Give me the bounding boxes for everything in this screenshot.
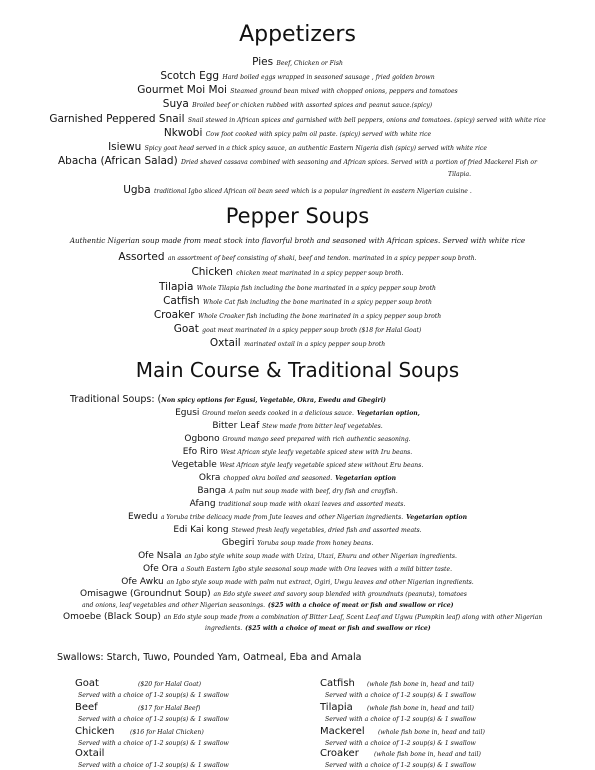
traditional-label: Traditional Soups: ( xyxy=(70,394,162,405)
item-name: Abacha (African Salad) xyxy=(57,155,178,167)
item-desc: Yoruba soup made from honey beans. xyxy=(257,540,374,547)
item-desc: Spicy goat head served in a thick spicy sauce, an authentic Eastern Nigeria dish (spicy) served with white rice xyxy=(144,145,487,152)
item-desc: A palm nut soup made with beef, dry fish and crayfish. xyxy=(228,488,398,495)
menu-item xyxy=(0,309,595,323)
item-desc: West African style leafy vegetable spiced stew without Eru beans. xyxy=(219,462,424,469)
menu-item xyxy=(0,251,595,265)
menu-item xyxy=(0,70,595,84)
protein-price: ($20 for Halal Goat) xyxy=(138,681,202,688)
protein-name: Mackerel xyxy=(320,726,365,737)
menu-item xyxy=(0,98,595,112)
item-name: Pies xyxy=(252,56,274,68)
protein-name: Croaker xyxy=(320,748,359,759)
item-desc: a South Eastern Igbo style seasonal soup made with Ora leaves with a mild bitter taste. xyxy=(180,566,453,573)
soup-item xyxy=(0,550,595,563)
soup-item xyxy=(0,524,595,537)
item-name: Croaker xyxy=(153,309,195,321)
item-name: Okra xyxy=(198,473,221,483)
soup-item xyxy=(0,537,595,550)
item-desc: West African style leafy vegetable spiced stew with Iru beans. xyxy=(220,449,413,456)
item-name: Oxtail xyxy=(209,337,241,349)
protein-name: Catfish xyxy=(320,678,355,689)
item-desc: Ground mango seed prepared with rich authentic seasoning. xyxy=(222,436,411,443)
item-name: Nkwobi xyxy=(163,127,203,139)
item-desc: goat meat marinated in a spicy pepper soup broth ($18 for Halal Goat) xyxy=(202,327,422,334)
menu-item xyxy=(0,141,595,155)
protein-price: (whole fish bone in, head and tail) xyxy=(367,681,474,688)
soup-item-cont xyxy=(82,600,454,611)
menu-item xyxy=(0,113,595,127)
item-name: Bitter Leaf xyxy=(212,421,260,431)
protein-name: Oxtail xyxy=(75,748,105,759)
item-name: Vegetable xyxy=(171,460,217,470)
menu-item xyxy=(0,323,595,337)
menu-item xyxy=(0,84,595,98)
item-name: Scotch Egg xyxy=(160,70,220,82)
item-desc-cont: ingredients. xyxy=(205,625,243,632)
soup-item xyxy=(63,612,542,623)
soup-item-cont xyxy=(205,623,431,634)
traditional-note: Non spicy options for Egusi, Vegetable, Okra, Ewedu and Gbegiri) xyxy=(161,397,386,404)
item-desc: Dried shaved cassava combined with seasoning and African spices. Served with a portion of fried Mackerel Fish or xyxy=(181,159,538,166)
traditional-soups-heading xyxy=(70,394,386,406)
item-desc: Cow foot cooked with spicy palm oil paste. (spicy) served with white rice xyxy=(205,131,432,138)
soup-item xyxy=(0,485,595,498)
pepper-soups-intro: Authentic Nigerian soup made from meat stock into flavorful broth and seasoned with African spices. Served with white rice xyxy=(69,236,526,245)
item-desc: an assortment of beef consisting of shaki, beef and tendon. marinated in a spicy pepper soup broth. xyxy=(167,255,477,262)
soup-item xyxy=(0,459,595,472)
pepper-soups-title: Pepper Soups xyxy=(225,204,370,228)
item-tag: Vegetarian option xyxy=(335,475,397,482)
item-desc: Snail stewed in African spices and garnished with bell peppers, onions and tomatoes. (spicy) served with white rice xyxy=(187,117,546,124)
item-name: Catfish xyxy=(163,295,200,307)
protein-price: (whole fish bone in, head and tail) xyxy=(374,751,481,758)
soup-item xyxy=(0,433,595,446)
item-name: Chicken xyxy=(191,266,233,278)
protein-serve: Served with a choice of 1-2 soup(s) & 1 swallow xyxy=(325,740,476,747)
menu-item xyxy=(0,281,595,295)
protein-serve: Served with a choice of 1-2 soup(s) & 1 swallow xyxy=(325,716,476,723)
soup-item xyxy=(0,472,595,485)
item-desc: Beef, Chicken or Fish xyxy=(276,60,343,67)
item-desc: chopped okra boiled and seasoned. xyxy=(223,475,333,482)
protein-serve: Served with a choice of 1-2 soup(s) & 1 swallow xyxy=(78,762,229,769)
appetizers-title: Appetizers xyxy=(239,22,356,47)
menu-item xyxy=(0,266,595,280)
menu-item xyxy=(0,56,595,70)
item-name: Goat xyxy=(173,323,199,335)
item-name: Tilapia xyxy=(159,281,194,293)
item-desc: Steamed ground bean mixed with chopped onions, peppers and tomatoes xyxy=(230,88,458,95)
item-name: Gourmet Moi Moi xyxy=(137,84,227,96)
protein-price: ($17 for Halal Beef) xyxy=(138,705,201,712)
item-name: Ugba xyxy=(123,184,151,196)
item-desc: chicken meat marinated in a spicy pepper soup broth. xyxy=(236,270,404,277)
item-desc: Broiled beef or chicken rubbed with assorted spices and peanut sauce.(spicy) xyxy=(192,102,433,109)
item-desc: Whole Cat fish including the bone marinated in a spicy pepper soup broth xyxy=(203,299,432,306)
swallows-line: Swallows: Starch, Tuwo, Pounded Yam, Oatmeal, Eba and Amala xyxy=(57,652,362,663)
protein-name: Tilapia xyxy=(320,702,353,713)
protein-serve: Served with a choice of 1-2 soup(s) & 1 swallow xyxy=(78,692,229,699)
item-desc: traditional soup made with okazi leaves and assorted meats. xyxy=(218,501,406,508)
item-tag: Vegetarian option, xyxy=(356,410,420,417)
protein-price: (whole fish bone in, head and tail) xyxy=(367,705,474,712)
protein-serve: Served with a choice of 1-2 soup(s) & 1 swallow xyxy=(78,740,229,747)
item-desc: an Igbo style white soup made with Uziza, Utazi, Ehuru and other Nigerian ingredients. xyxy=(184,553,457,560)
item-name: Isiewu xyxy=(108,141,142,153)
protein-price: (whole fish bone in, head and tail) xyxy=(378,729,485,736)
item-name: Ogbono xyxy=(184,434,220,444)
item-desc: Whole Croaker fish including the bone marinated in a spicy pepper soup broth xyxy=(197,313,442,320)
protein-name: Goat xyxy=(75,678,99,689)
soup-item xyxy=(0,498,595,511)
protein-name: Beef xyxy=(75,702,98,713)
item-name: Omoebe (Black Soup) xyxy=(63,612,161,622)
item-name: Omisagwe (Groundnut Soup) xyxy=(80,589,211,599)
menu-item xyxy=(0,295,595,309)
item-desc: marinated oxtail in a spicy pepper soup broth xyxy=(244,341,386,348)
item-name: Garnished Peppered Snail xyxy=(49,113,185,125)
menu-item xyxy=(0,337,595,351)
item-name: Banga xyxy=(197,486,226,496)
item-desc: a Yoruba tribe delicacy made from Jute leaves and other Nigerian ingredients. xyxy=(160,514,404,521)
protein-serve: Served with a choice of 1-2 soup(s) & 1 swallow xyxy=(325,762,476,769)
item-desc: Whole Tilapia fish including the bone marinated in a spicy pepper soup broth xyxy=(196,285,436,292)
item-desc: an Edo style soup made from a combination of Bitter Leaf, Scent Leaf and Ugwu (Pumpkin leaf) along with other Nigerian xyxy=(163,614,543,621)
soup-item xyxy=(0,407,595,420)
item-name: Gbegiri xyxy=(221,538,255,548)
item-name: Efo Riro xyxy=(182,447,218,457)
item-desc: Stewed fresh leafy vegetables, dried fish and assorted meats. xyxy=(231,527,422,534)
item-desc: Stew made from bitter leaf vegetables. xyxy=(262,423,383,430)
item-name: Ofe Ora xyxy=(142,564,178,574)
item-name: Suya xyxy=(162,98,189,110)
item-desc: Hard boiled eggs wrapped in seasoned sausage , fried golden brown xyxy=(222,74,435,81)
soup-item xyxy=(0,446,595,459)
item-desc: Ground melon seeds cooked in a delicious sauce. xyxy=(202,410,354,417)
main-course-title: Main Course & Traditional Soups xyxy=(135,358,460,382)
item-desc: traditional Igbo sliced African oil bean seed which is a popular ingredient in eastern Nigerian cuisine . xyxy=(153,188,472,195)
item-name: Ofe Nsala xyxy=(138,551,182,561)
item-desc-cont: Tilapia. xyxy=(448,171,472,178)
protein-serve: Served with a choice of 1-2 soup(s) & 1 swallow xyxy=(78,716,229,723)
menu-item xyxy=(0,127,595,141)
item-desc-cont: and onions, leaf vegetables and other Nigerian seasonings. xyxy=(82,602,266,609)
item-name: Afang xyxy=(189,499,216,509)
item-desc: an Edo style sweet and savory soup blended with groundnuts (peanuts), tomatoes xyxy=(213,591,467,598)
protein-price: ($16 for Halal Chicken) xyxy=(130,729,204,736)
item-name: Edi Kai kong xyxy=(173,525,229,535)
item-tag: ($25 with a choice of meat or fish and swallow or rice) xyxy=(245,625,431,632)
soup-item xyxy=(80,589,467,600)
soup-item xyxy=(0,511,595,524)
menu-item xyxy=(0,184,595,198)
protein-name: Chicken xyxy=(75,726,115,737)
item-name: Ofe Awku xyxy=(121,577,164,587)
item-tag: Vegetarian option xyxy=(406,514,468,521)
item-name: Egusi xyxy=(175,408,200,418)
protein-serve: Served with a choice of 1-2 soup(s) & 1 swallow xyxy=(325,692,476,699)
soup-item xyxy=(0,576,595,589)
soup-item xyxy=(0,420,595,433)
soup-item xyxy=(0,563,595,576)
item-tag: ($25 with a choice of meat or fish and swallow or rice) xyxy=(267,602,454,609)
item-name: Assorted xyxy=(118,251,165,263)
item-desc: an Igbo style soup made with palm nut extract, Ogiri, Uwgu leaves and other Nigerian ingredients. xyxy=(166,579,474,586)
menu-item xyxy=(0,155,595,169)
item-name: Ewedu xyxy=(127,512,158,522)
